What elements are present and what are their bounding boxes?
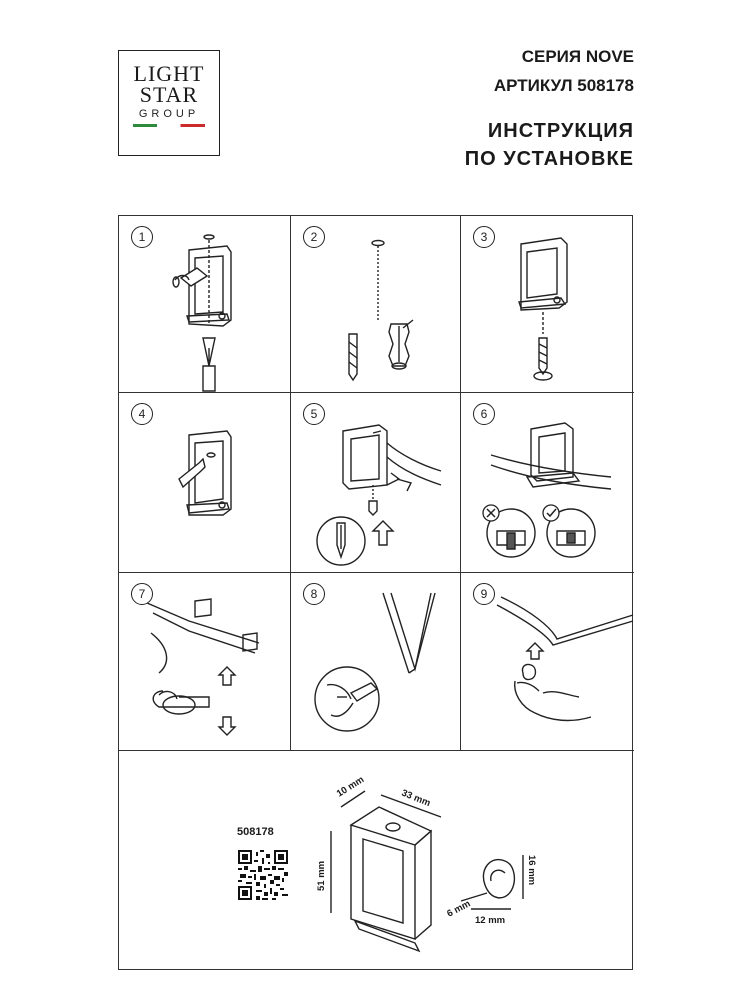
article-number-label: 508178 <box>237 826 274 838</box>
article-label: АРТИКУЛ 508178 <box>493 76 634 95</box>
step-9-illustration <box>461 573 634 751</box>
dim-clip-gap: 6 mm <box>445 898 473 920</box>
dimensions-panel <box>119 751 634 970</box>
dim-height: 51 mm <box>316 860 327 891</box>
logo-line-star: STAR <box>139 82 199 107</box>
title-line-1: ИНСТРУКЦИЯ <box>487 120 634 142</box>
step-1-panel <box>119 216 291 393</box>
brand-logo <box>118 50 220 156</box>
dimensions-drawing <box>119 751 634 970</box>
step-4-illustration <box>119 393 291 573</box>
step-3-number: 3 <box>473 226 495 248</box>
title-line-2: ПО УСТАНОВКЕ <box>464 148 634 170</box>
dim-width: 33 mm <box>399 787 432 810</box>
step-7-number: 7 <box>131 583 153 605</box>
step-1-number: 1 <box>131 226 153 248</box>
step-4-panel <box>119 393 291 573</box>
step-2-panel <box>291 216 461 393</box>
step-9-number: 9 <box>473 583 495 605</box>
step-6-illustration <box>461 393 634 573</box>
dim-depth: 10 mm <box>334 774 367 800</box>
step-5-panel <box>291 393 461 573</box>
step-1-illustration <box>119 216 291 393</box>
step-3-panel <box>461 216 634 393</box>
step-7-panel <box>119 573 291 751</box>
step-2-number: 2 <box>303 226 325 248</box>
qr-code-icon <box>238 850 288 900</box>
step-8-illustration <box>291 573 461 751</box>
step-7-illustration <box>119 573 291 751</box>
dim-clip-width: 12 mm <box>475 915 506 926</box>
dim-clip-height: 16 mm <box>526 855 537 886</box>
italian-flag-stripe <box>133 124 205 127</box>
series-label: СЕРИЯ NOVE <box>521 47 634 66</box>
step-2-illustration <box>291 216 461 393</box>
step-6-number: 6 <box>473 403 495 425</box>
step-6-panel <box>461 393 634 573</box>
instruction-grid <box>118 215 633 970</box>
logo-line-group: GROUP <box>138 108 200 120</box>
step-8-panel <box>291 573 461 751</box>
step-3-illustration <box>461 216 634 393</box>
step-9-panel <box>461 573 634 751</box>
step-4-number: 4 <box>131 403 153 425</box>
step-8-number: 8 <box>303 583 325 605</box>
logo-line-light: LIGHT <box>133 61 205 86</box>
step-5-number: 5 <box>303 403 325 425</box>
step-5-illustration <box>291 393 461 573</box>
